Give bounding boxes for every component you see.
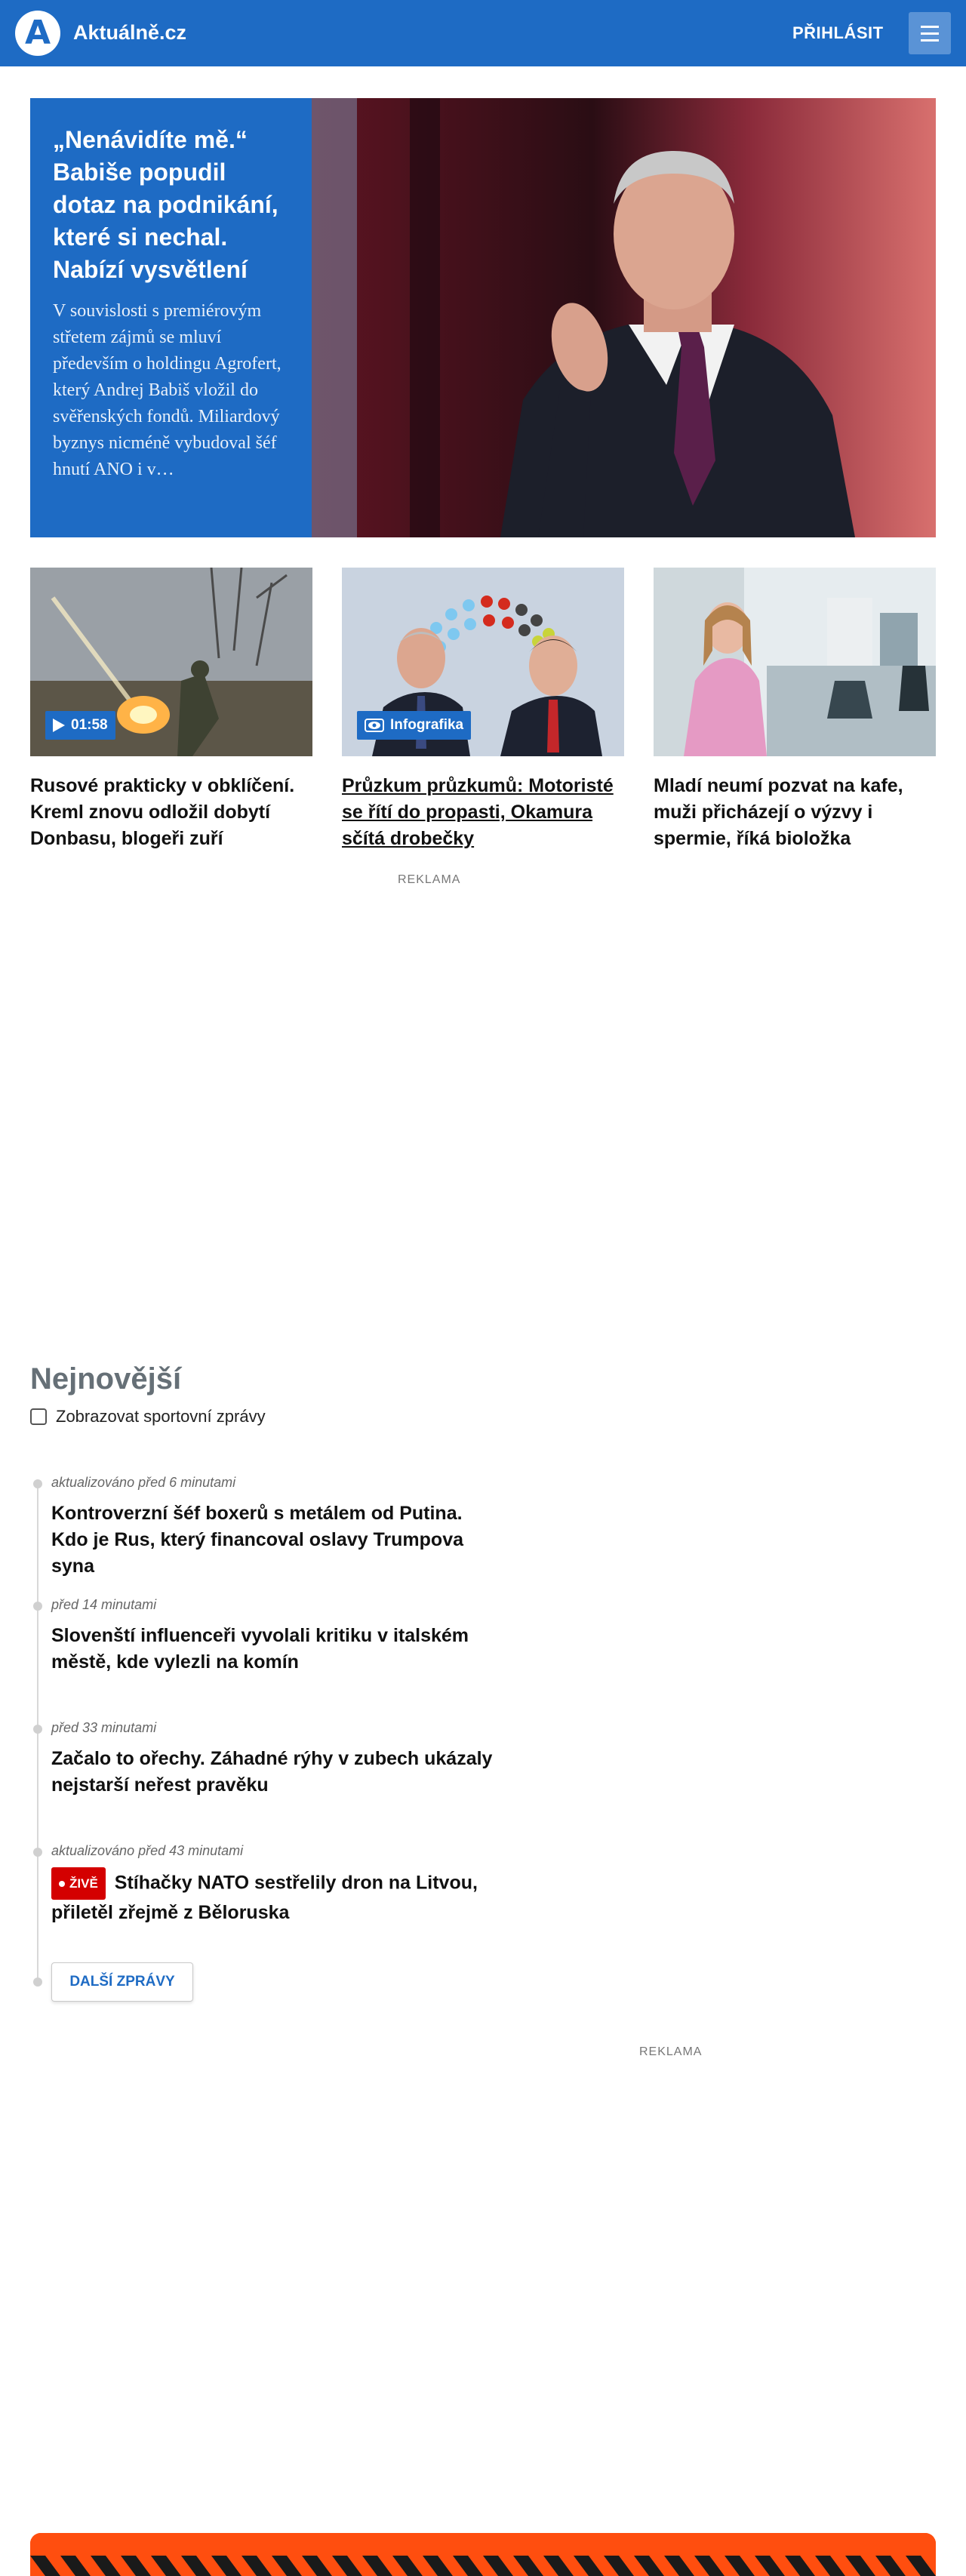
card-image[interactable]: [30, 568, 312, 756]
timeline-dot: [33, 1848, 42, 1857]
article-card[interactable]: [342, 568, 624, 852]
article-card[interactable]: [654, 568, 936, 852]
brand-name[interactable]: Aktuálně.cz: [73, 21, 187, 44]
card-title[interactable]: Průzkum průzkumů: Motoristé se řítí do propasti, Okamura sčítá drobečky: [342, 775, 614, 849]
hero-text-panel: [30, 98, 312, 537]
hero-perex: V souvislosti s premiérovým střetem zájmů se mluví především o holdingu Agrofert, který Andrej Babiš vložil do svěřenských fondů. Miliardový byznys nicméně vybudoval šéf hnutí ANO i v…: [53, 301, 281, 479]
latest-heading: Nejnovější: [30, 1362, 182, 1396]
news-time: aktualizováno před 6 minutami: [51, 1475, 236, 1490]
news-time: aktualizováno před 43 minutami: [51, 1843, 244, 1858]
news-item-title[interactable]: ŽIVĚ Stíhačky NATO sestřelily dron na Litvou, přiletěl zřejmě z Běloruska: [51, 1867, 504, 1926]
ad-label: REKLAMA: [398, 873, 461, 886]
hero-article[interactable]: [30, 98, 936, 537]
news-item-title[interactable]: Začalo to ořechy. Záhadné rýhy v zubech ukázaly nejstarší neřest pravěku: [51, 1748, 493, 1796]
timeline-dot: [33, 1725, 42, 1734]
sport-news-label[interactable]: Zobrazovat sportovní zprávy: [56, 1407, 266, 1426]
eye-icon: [365, 719, 384, 732]
timeline-dot: [33, 1977, 42, 1987]
more-news-button[interactable]: DALŠÍ ZPRÁVY: [51, 1962, 193, 2002]
video-duration-badge[interactable]: 01:58: [45, 711, 115, 740]
article-card[interactable]: [30, 568, 312, 852]
news-item-title[interactable]: Slovenští influenceři vyvolali kritiku v italském městě, kde vylezli na komín: [51, 1625, 469, 1673]
sport-news-toggle[interactable]: [30, 1407, 266, 1426]
infographic-badge[interactable]: Infografika: [357, 711, 471, 740]
news-item-title[interactable]: Kontroverzní šéf boxerů s metálem od Putina. Kdo je Rus, který financoval oslavy Trumpova syna: [51, 1503, 464, 1577]
bottom-promo-banner[interactable]: [30, 2533, 936, 2576]
card-image[interactable]: [342, 568, 624, 756]
live-badge: ŽIVĚ: [51, 1867, 106, 1900]
timeline-dot: [33, 1479, 42, 1488]
card-title[interactable]: Mladí neumí pozvat na kafe, muži přicházejí o výzvy i spermie, říká bioložka: [654, 775, 903, 849]
card-image[interactable]: [654, 568, 936, 756]
login-button[interactable]: PŘIHLÁSIT: [792, 23, 884, 42]
timeline-dot: [33, 1602, 42, 1611]
site-logo[interactable]: A: [15, 11, 60, 56]
news-time: před 33 minutami: [51, 1720, 157, 1735]
card-title[interactable]: Rusové prakticky v obklíčení. Kreml znovu odložil dobytí Donbasu, blogeři zuří: [30, 775, 295, 849]
site-header: [0, 0, 966, 66]
hero-title[interactable]: „Nenávidíte mě.“ Babiše popudil dotaz na podnikání, které si nechal. Nabízí vysvětlení: [53, 126, 278, 283]
news-time: před 14 minutami: [51, 1597, 157, 1612]
hero-image[interactable]: [312, 98, 936, 537]
play-icon: [53, 719, 65, 732]
hamburger-icon[interactable]: [909, 12, 951, 54]
sport-news-checkbox[interactable]: [30, 1408, 47, 1425]
ad-label: REKLAMA: [639, 2045, 703, 2058]
